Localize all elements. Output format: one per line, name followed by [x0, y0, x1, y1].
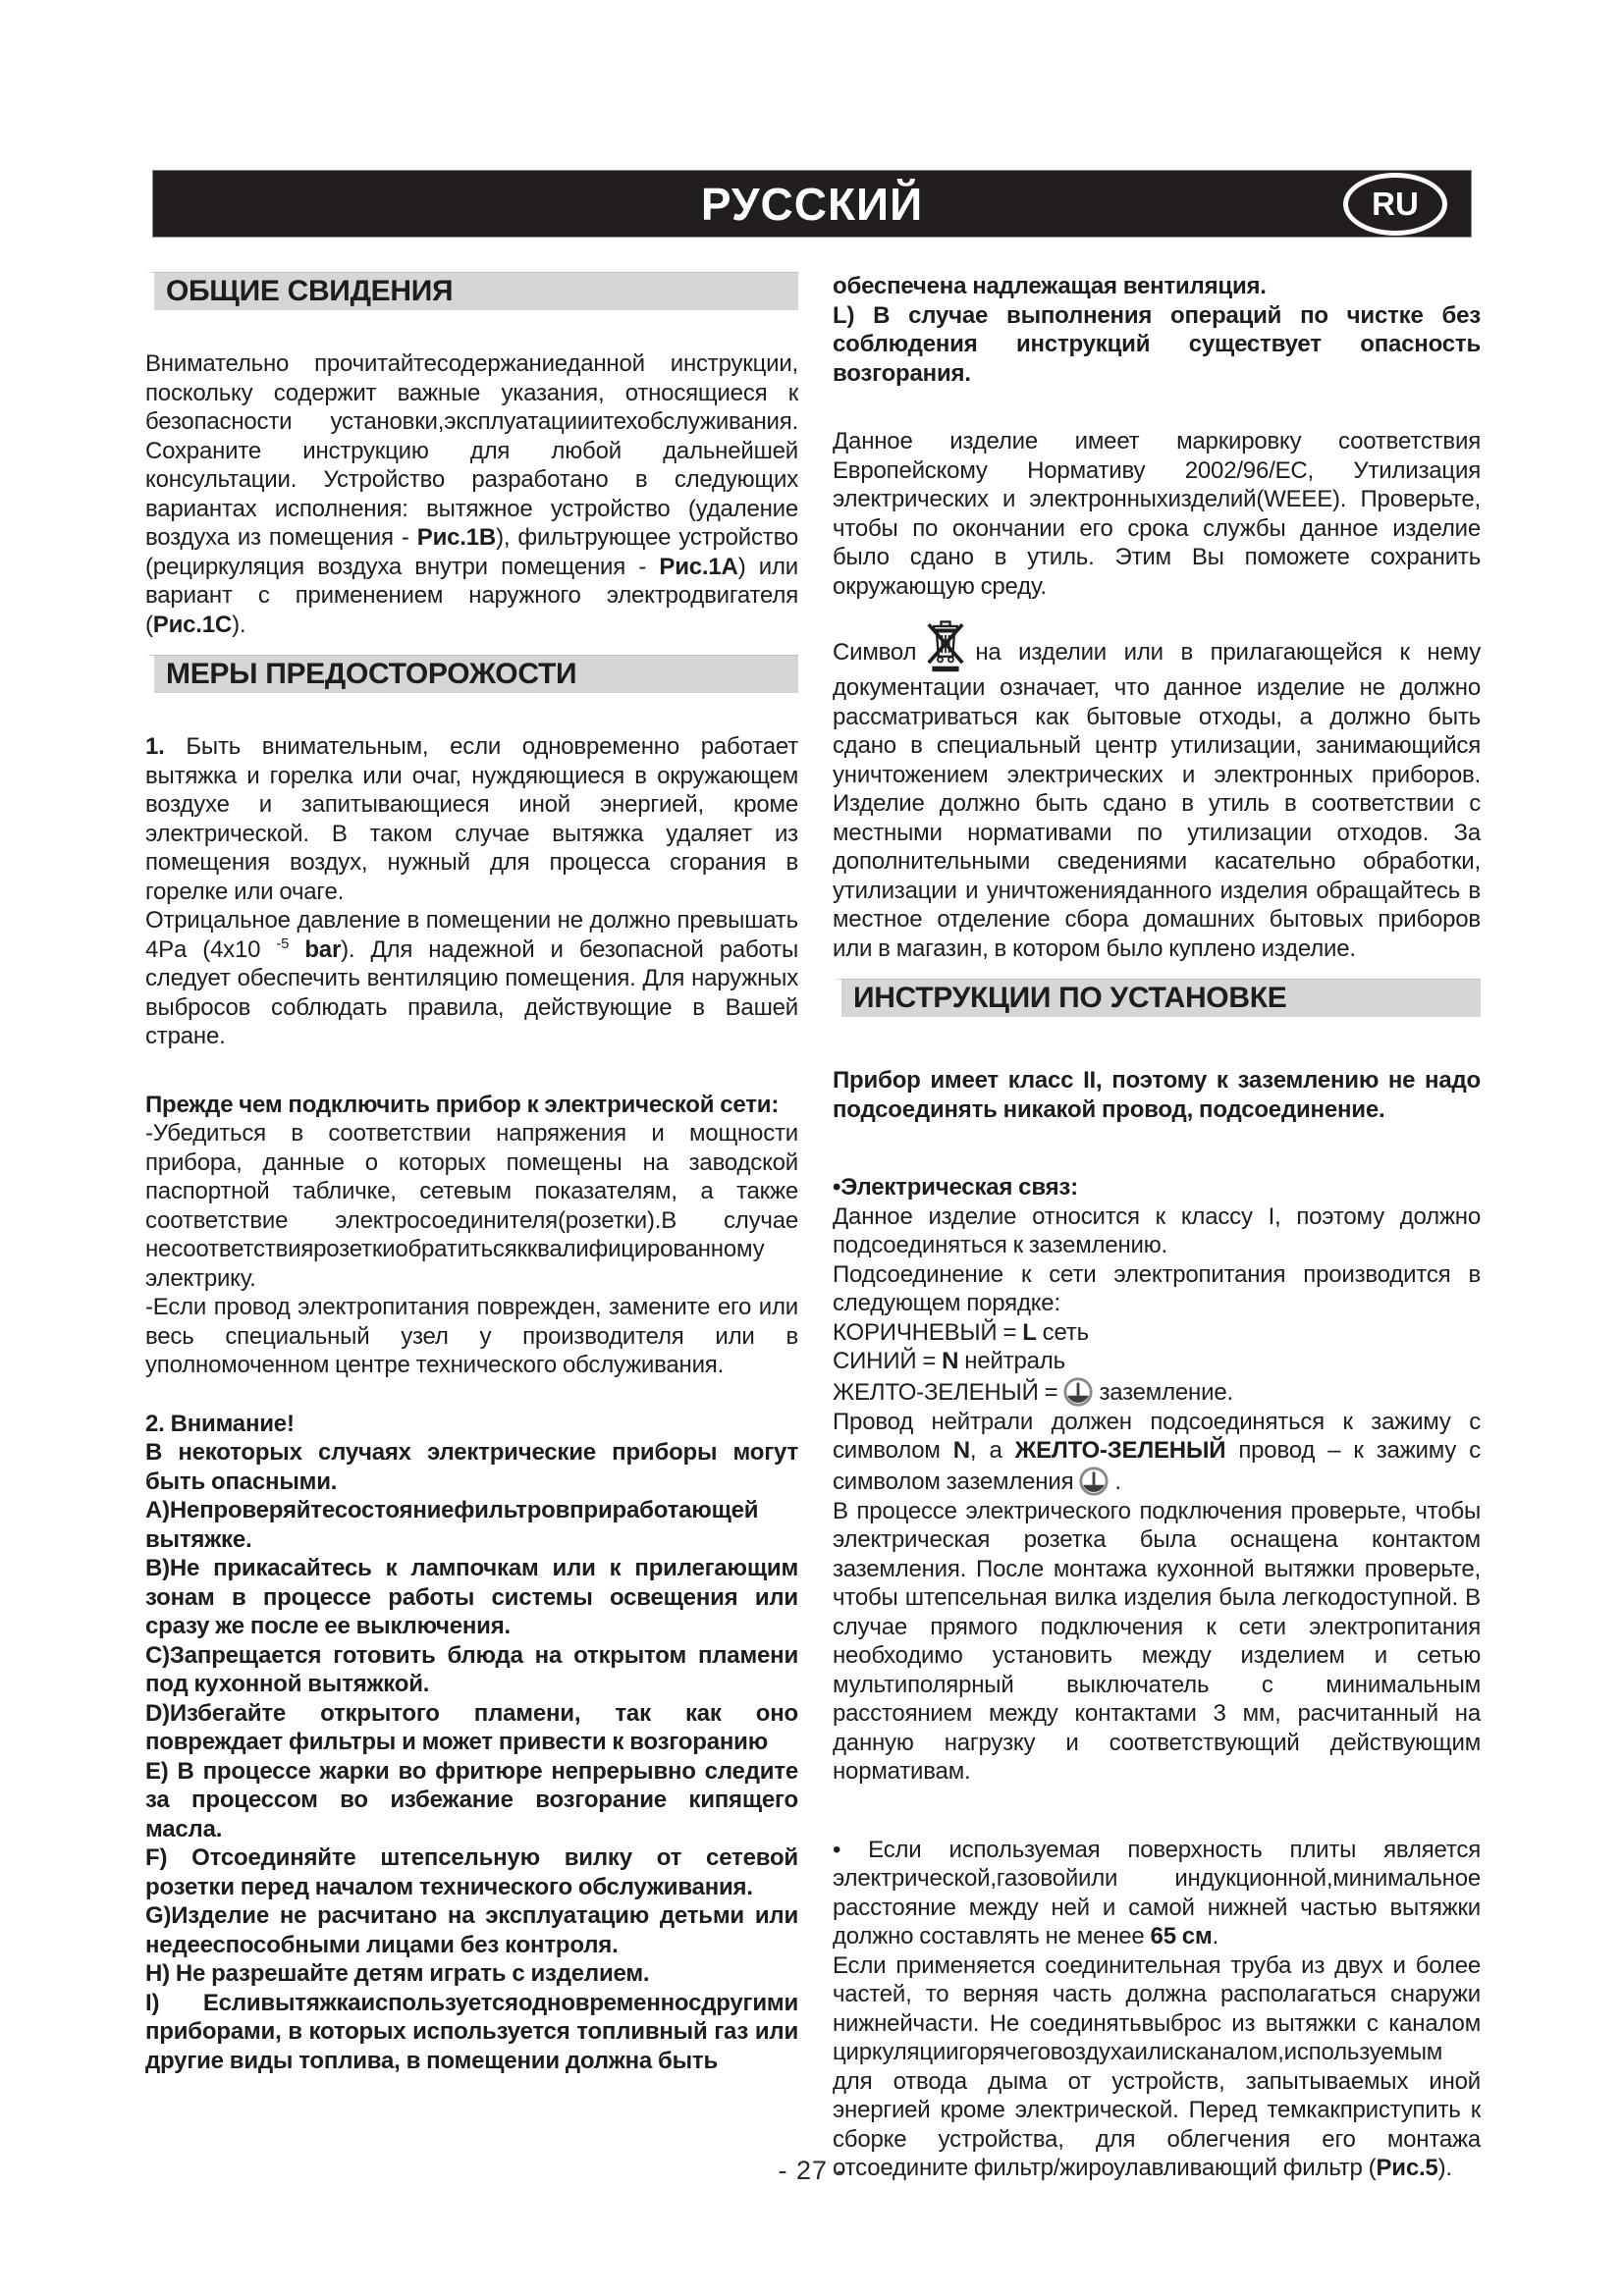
- section-header-label: ИНСТРУКЦИИ ПО УСТАНОВКЕ: [853, 982, 1287, 1014]
- text-run: .: [1114, 1468, 1121, 1495]
- text-run: •Электрическая связ:: [833, 1174, 1078, 1201]
- paragraph: [833, 1836, 1481, 2183]
- ru-badge-label: RU: [1372, 185, 1419, 222]
- text-run: нейтраль: [958, 1348, 1065, 1374]
- text-run: -Убедиться в соответствии напряжения и мощности прибора, данные о которых помещены на заводской паспортной табличке, сетевым показателям, а также соответствие электросоединителя(розетки).В случае несоответствиярозеткиобратитьсякквалифицированному электрику.: [145, 1120, 798, 1292]
- text-run: В)Не прикасайтесь к лампочкам или к прилегающим зонам в процессе работы системы освещения или сразу же после ее выключения.: [145, 1555, 798, 1639]
- text-run: Символ: [833, 639, 917, 666]
- text-run: Рис.5: [1376, 2155, 1438, 2181]
- text-run: F) Отсоединяйте штепсельную вилку от сетевой розетки перед началом технического обслуживания.: [145, 1844, 798, 1900]
- page-number: - 27 -: [778, 2156, 846, 2185]
- text-run: В некоторых случаях электрические приборы могут быть опасными.: [145, 1439, 798, 1495]
- text-run: КОРИЧНЕВЫЙ =: [833, 1318, 1023, 1346]
- text-run: G)Изделие не расчитано на эксплуатацию детьми или недееспособными лицами без контроля.: [145, 1902, 798, 1958]
- left-column: [145, 272, 798, 2075]
- text-run: L: [1022, 1318, 1037, 1346]
- section-header: [145, 655, 798, 693]
- text-run: L) В случае выполнения операций по чистке без соблюдения инструкций существует опасность возгорания.: [833, 301, 1481, 387]
- text-run: СИНИЙ =: [833, 1348, 943, 1374]
- text-run: Прибор имеет класс II, поэтому к заземлению не надо подсоединять никакой провод, подсоединение.: [833, 1067, 1481, 1123]
- text-run: Прежде чем подключить прибор к электрической сети:: [145, 1091, 780, 1118]
- ru-language-badge: [1343, 173, 1447, 236]
- section-header-label: МЕРЫ ПРЕДОСТОРОЖОСТИ: [166, 658, 577, 690]
- paragraph: [145, 1091, 798, 1380]
- text-run: N: [942, 1348, 959, 1374]
- text-run: заземление.: [1099, 1378, 1233, 1406]
- text-run: обеспечена надлежащая вентиляция.: [833, 273, 1267, 299]
- text-run: В процессе электрического подключения проверьте, чтобы электрическая розетка была оснащена контактом заземления. После монтажа кухонной вытяжки проверьте, чтобы штепсельная вилка изделия была легкодоступной. В случае прямого подключения к сети электропитания необходимо установить между изделием и сетью мультиполярный выключатель с минимальным расстоянием между контактами 3 мм, расчитанный на данную нагрузку и соответствующий действующим нормативам.: [833, 1497, 1481, 1785]
- text-run: Е) В процессе жарки во фритюре непрерывно следите за процессом во избежание возгорание кипящего масла.: [145, 1757, 798, 1842]
- paragraph: [145, 349, 798, 639]
- text-run: 65 см: [1150, 1923, 1213, 1949]
- paragraph: [833, 1173, 1481, 1787]
- text-run: С)Запрещается готовить блюда на открытом пламени под кухонной вытяжкой.: [145, 1641, 798, 1697]
- text-run: ), фильтрующее устройство (рециркуляция воздуха внутри помещения -: [145, 524, 798, 580]
- paragraph: [833, 616, 1481, 963]
- text-run: • Если используемая поверхность плиты является электрической,газовойили индукционной,минимальное расстояние между ней и самой нижней частью вытяжки должно составлять не менее: [833, 1836, 1481, 1949]
- text-run: Данное изделие относится к классу I, поэтому должно подсоединяться к заземлению.: [833, 1202, 1481, 1258]
- weee-bin-icon: [924, 616, 967, 673]
- text-run: провод – к зажиму с символом заземления: [833, 1437, 1481, 1495]
- text-run: Подсоединение к сети электропитания производится в следующем порядке:: [833, 1260, 1481, 1316]
- text-run: Если применяется соединительная труба из двух и более частей, то верняя часть должна располагаться снаружи нижнейчасти. Не соединятьвыброс из вытяжки с каналом циркуляциигорячеговоздухаилисканалом,используемым для отвода дыма от устройств, запытываемых иной энергией кроме электрической. Перед темкакприступить к сборке устройства, для облегчения его монтажа отсоедините фильтр/жироулавливающий фильтр (: [833, 1951, 1481, 2181]
- earth-ground-icon: [1062, 1376, 1094, 1408]
- text-run: 2. Внимание!: [145, 1410, 295, 1437]
- text-run: , а: [969, 1437, 1015, 1464]
- text-run: -Если провод электропитания поврежден, замените его или весь специальный узел у производителя или в уполномоченном центре технического обслуживания.: [145, 1294, 798, 1378]
- paragraph: [145, 732, 798, 1051]
- text-run: Быть внимательным, если одновременно работает вытяжка и горелка или очаг, нуждяющиеся в окружающем воздухе и запитывающиеся иной энергией, кроме электрической. В таком случае вытяжка удаляет из помещения воздух, нужный для процесса сгорания в горелке или очаге.: [145, 733, 798, 905]
- text-run: Провод нейтрали должен подсоединяться к зажиму с символом: [833, 1408, 1481, 1464]
- text-run: ЖЕЛТО-ЗЕЛЕНЫЙ: [1014, 1437, 1226, 1464]
- text-run: bar: [304, 935, 342, 963]
- language-header-bar: [152, 170, 1472, 238]
- text-run: А)Непроверяйтесостояниефильтровприработающей вытяжке.: [145, 1497, 759, 1553]
- text-run: ) или вариант с применением наружного электродвигателя (: [145, 553, 798, 638]
- text-run: H) Не разрешайте детям играть с изделием.: [145, 1960, 650, 1987]
- page-title: РУССКИЙ: [700, 178, 924, 230]
- text-run: 1.: [145, 733, 165, 760]
- section-header-label: ОБЩИЕ СВИДЕНИЯ: [166, 275, 454, 307]
- text-run: N: [952, 1437, 970, 1464]
- text-run: Данное изделие имеет маркировку соответствия Европейскому Нормативу 2002/96/ЕС, Утилизация электрических и электронныхизделий(WEEE). Проверьте, чтобы по окончании его срока службы данное изделие было сдано в утиль. Этим Вы поможете сохранить окружающую среду.: [833, 428, 1481, 600]
- text-run: ЖЕЛТО-ЗЕЛЕНЫЙ =: [833, 1378, 1058, 1406]
- text-run: ).: [232, 611, 246, 638]
- paragraph: [145, 1410, 798, 2076]
- text-run: Рис.1С: [152, 611, 233, 638]
- earth-ground-icon: [1078, 1466, 1110, 1497]
- text-run: [289, 936, 304, 963]
- paragraph: [833, 427, 1481, 601]
- text-run: на изделии или в прилагающейся к нему документации означает, что данное изделие не должно рассматриваться как бытовые отходы, а должно быть сдано в специальный центр утилизации, занимающийся уничтожением электрических и электронных приборов. Изделие должно быть сдано в утиль в соответствии с местными нормативами по утилизации отходов. За дополнительными сведениями касательно обработки, утилизации и уничтоженияданного изделия обращайтесь в местное отделение сбора домашних бытовых приборов или в магазин, в котором было куплено изделие.: [833, 639, 1481, 962]
- text-run: -5: [276, 935, 290, 952]
- paragraph: [833, 1066, 1481, 1124]
- text-run: .: [1212, 1923, 1218, 1949]
- right-column: [833, 272, 1481, 2183]
- text-run: Рис.1А: [659, 553, 738, 580]
- text-run: сеть: [1036, 1318, 1089, 1346]
- text-run: Отрицальное давление в помещении не должно превышать 4Pa (4x10: [145, 907, 798, 963]
- section-header: [833, 979, 1481, 1017]
- text-run: ). Для надежной и безопасной работы следует обеспечить вентиляцию помещения. Для наружных выбросов соблюдать правила, действующие в Вашей стране.: [145, 935, 798, 1049]
- text-run: Рис.1В: [416, 524, 497, 551]
- text-run: Внимательно прочитайтесодержаниеданной инструкции, поскольку содержит важные указания, относящиеся к безопасности установки,эксплуатацииитехобслуживания. Сохраните инструкцию для любой дальнейшей консультации. Устройство разработано в следующих вариантах исполнения: вытяжное устройство (удаление воздуха из помещения -: [145, 350, 798, 551]
- text-run: ).: [1437, 2155, 1452, 2181]
- section-header: [145, 272, 798, 310]
- text-run: I) Есливытяжкаиспользуетсяодновременносдругими приборами, в которых используется топливный газ или другие виды топлива, в помещении должна быть: [145, 1989, 798, 2074]
- paragraph: [833, 272, 1481, 388]
- text-run: D)Избегайте открытого пламени, так как оно повреждает фильтры и может привести к возгоранию: [145, 1699, 798, 1755]
